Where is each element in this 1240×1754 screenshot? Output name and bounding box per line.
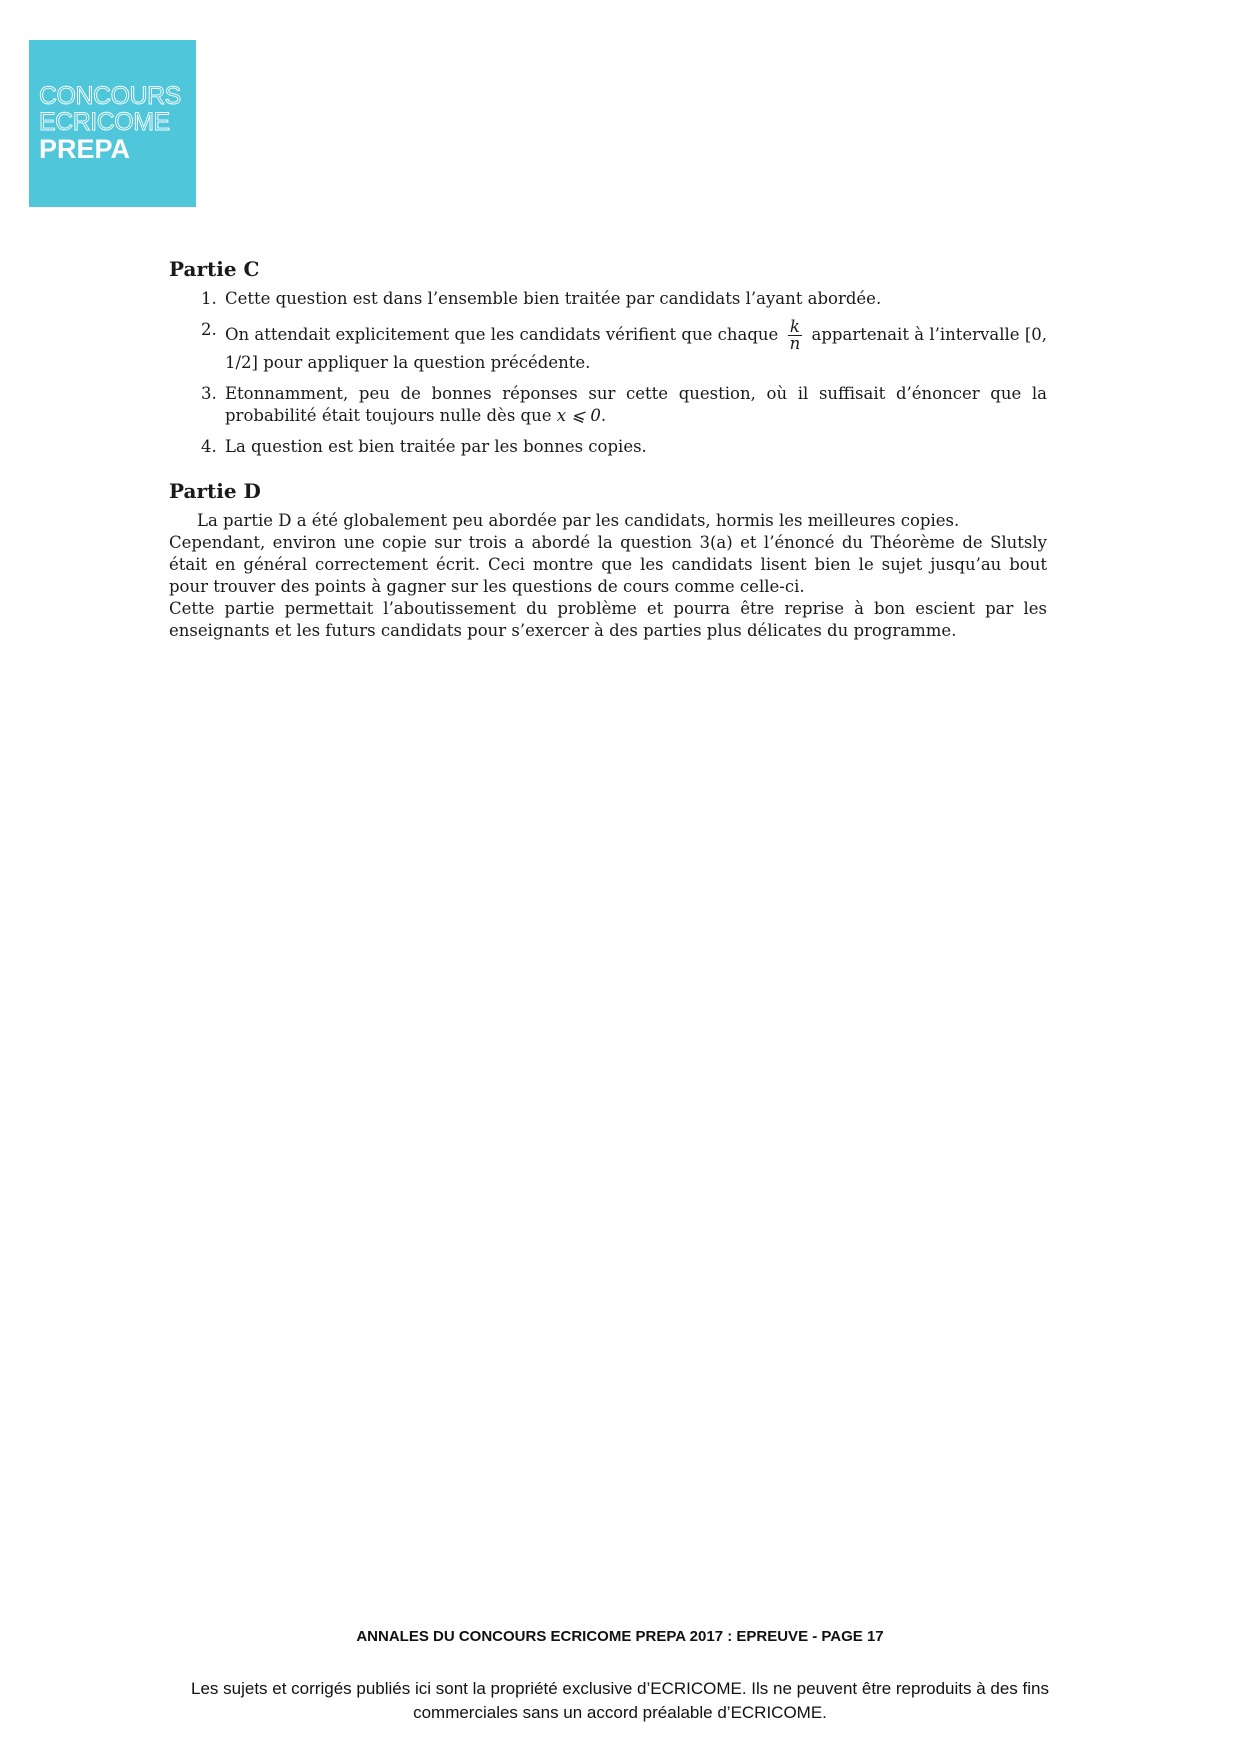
paragraph-1: La partie D a été globalement peu abordée par les candidats, hormis les meilleures copies. [197,511,960,530]
item-number: 1. [201,289,217,308]
fraction-denominator: n [789,334,801,353]
section-partie-d [169,480,1047,642]
item-text-before: Etonnamment, peu de bonnes réponses sur cette question, où il suffisait d’énoncer que la probabilité était toujours nulle dès que [225,384,1047,425]
logo-line-ecricome: ECRICOME [39,108,170,136]
logo-line-prepa: PREPA [39,134,131,164]
paragraph-3: Cette partie permettait l’aboutissement du problème et pourra être reprise à bon escient par les enseignants et les futurs candidats pour s’exercer à des parties plus délicates du programme. [169,599,1047,640]
list-item [169,319,1047,374]
item-text-after: . [600,406,607,425]
fraction-numerator: k [788,319,803,336]
item-text: Cette question est dans l’ensemble bien traitée par candidats l’ayant abordée. [225,289,882,308]
list-item [169,436,1047,458]
item-number: 2. [201,320,217,339]
fraction-k-over-n [788,319,803,352]
ecricome-logo [29,40,196,207]
footer-copyright-note: Les sujets et corrigés publiés ici sont la propriété exclusive d’ECRICOME. Ils ne peuvent être reproduits à des fins commerciales sans un accord préalable d’ECRICOME. [191,1679,1049,1722]
list-item [169,288,1047,310]
list-item [169,383,1047,427]
item-text-before: On attendait explicitement que les candidats vérifient que chaque [225,325,779,344]
item-text: La question est bien traitée par les bonnes copies. [225,437,647,456]
item-text-after: appartenait à l’intervalle [0, 1/2] pour appliquer la question précédente. [225,325,1047,372]
partie-c-list [169,288,1047,458]
footer-title: ANNALES DU CONCOURS ECRICOME PREPA 2017 : EPREUVE - PAGE 17 [356,1628,884,1645]
item-number: 3. [201,384,217,403]
paragraph-2: Cependant, environ une copie sur trois a abordé la question 3(a) et l’énoncé du Théorème de Slutsly était en général correctement écrit. Ceci montre que les candidats lisent bien le sujet jusqu’au bout pour trouver des points à gagner sur les questions de cours comme celle-ci. [169,533,1047,596]
section-title-partie-d: Partie D [169,479,261,503]
report-body [169,258,1047,642]
section-title-partie-c: Partie C [169,257,260,281]
math-inequality: x ⩽ 0 [556,406,601,425]
section-partie-c [169,258,1047,458]
item-number: 4. [201,437,217,456]
logo-line-concours: CONCOURS [39,82,181,110]
